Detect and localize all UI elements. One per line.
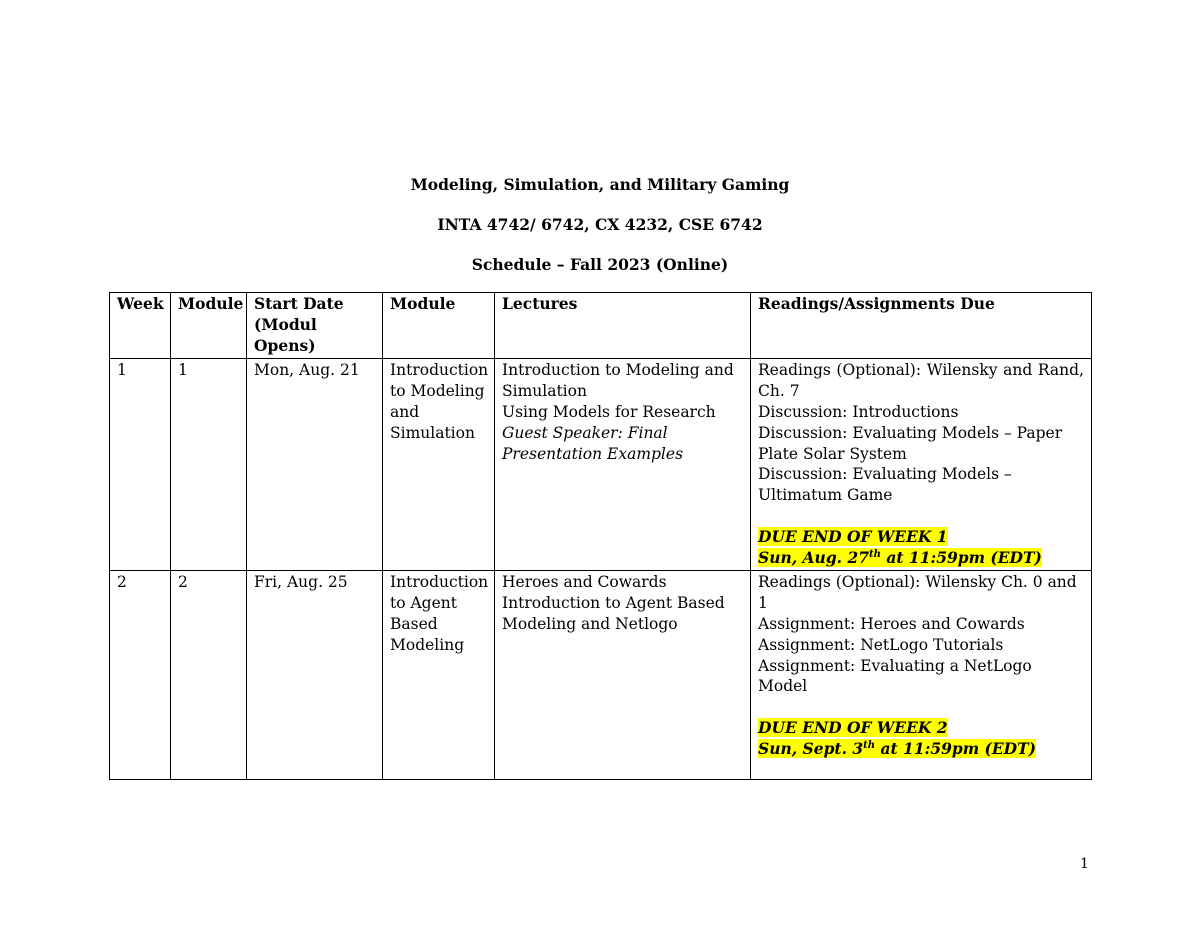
due-notice (758, 718, 1084, 739)
header-module: Module (383, 293, 495, 359)
lecture-item: Introduction to Agent Based Modeling and Netlogo (502, 594, 725, 633)
cell-start-date: Fri, Aug. 25 (247, 571, 383, 780)
reading-item: Readings (Optional): Wilensky and Rand, Ch. 7 (758, 361, 1084, 401)
header-lectures: Lectures (495, 293, 751, 359)
table-row (110, 571, 1092, 780)
header-start-date: Start Date (Modul Opens) (247, 293, 383, 359)
schedule-table (109, 292, 1092, 780)
cell-lectures (495, 571, 751, 780)
due-deadline (758, 739, 1084, 760)
reading-item: Readings (Optional): Wilensky Ch. 0 and 1 (758, 573, 1077, 613)
cell-module: Introduction to Agent Based Modeling (383, 571, 495, 780)
lecture-item: Introduction to Modeling and Simulation (502, 361, 734, 401)
due-date: Sun, Aug. 27 (758, 547, 870, 567)
reading-item: Assignment: Evaluating a NetLogo Model (758, 656, 1032, 696)
cell-module-number: 2 (171, 571, 247, 780)
cell-start-date: Mon, Aug. 21 (247, 359, 383, 571)
header-week: Week (110, 293, 171, 359)
cell-module-number: 1 (171, 359, 247, 571)
cell-module: Introduction to Modeling and Simulation (383, 359, 495, 571)
due-time: at 11:59pm (EDT) (880, 547, 1042, 567)
reading-item: Discussion: Evaluating Models – Ultimatum Game (758, 465, 1012, 505)
due-deadline (758, 548, 1084, 569)
document-title: Modeling, Simulation, and Military Gaming (410, 175, 790, 194)
reading-item: Assignment: Heroes and Cowards (758, 614, 1025, 633)
table-row (110, 359, 1092, 571)
cell-week: 1 (110, 359, 171, 571)
header-module-number: Module (171, 293, 247, 359)
due-label: DUE END OF WEEK 2 (758, 717, 948, 737)
reading-item: Assignment: NetLogo Tutorials (758, 635, 1004, 654)
due-time: at 11:59pm (EDT) (875, 738, 1036, 758)
table-header-row (110, 293, 1092, 359)
cell-week: 2 (110, 571, 171, 780)
document-header (0, 175, 1200, 275)
header-readings: Readings/Assignments Due (751, 293, 1092, 359)
lecture-guest-speaker: Guest Speaker: Final Presentation Examples (502, 423, 684, 463)
cell-readings (751, 359, 1092, 571)
cell-lectures (495, 359, 751, 571)
reading-item: Discussion: Introductions (758, 402, 959, 421)
reading-item: Discussion: Evaluating Models – Paper Plate Solar System (758, 423, 1063, 463)
due-date: Sun, Sept. 3 (758, 738, 864, 758)
page-number: 1 (1080, 856, 1089, 872)
cell-readings (751, 571, 1092, 780)
schedule-title: Schedule – Fall 2023 (Online) (471, 255, 729, 274)
course-codes: INTA 4742/ 6742, CX 4232, CSE 6742 (437, 215, 763, 234)
due-date-suffix: th (863, 739, 876, 751)
due-notice (758, 527, 1084, 548)
lecture-item: Heroes and Cowards (502, 573, 667, 592)
lecture-item: Using Models for Research (502, 402, 716, 421)
due-label: DUE END OF WEEK 1 (758, 526, 948, 546)
due-date-suffix: th (869, 548, 881, 560)
